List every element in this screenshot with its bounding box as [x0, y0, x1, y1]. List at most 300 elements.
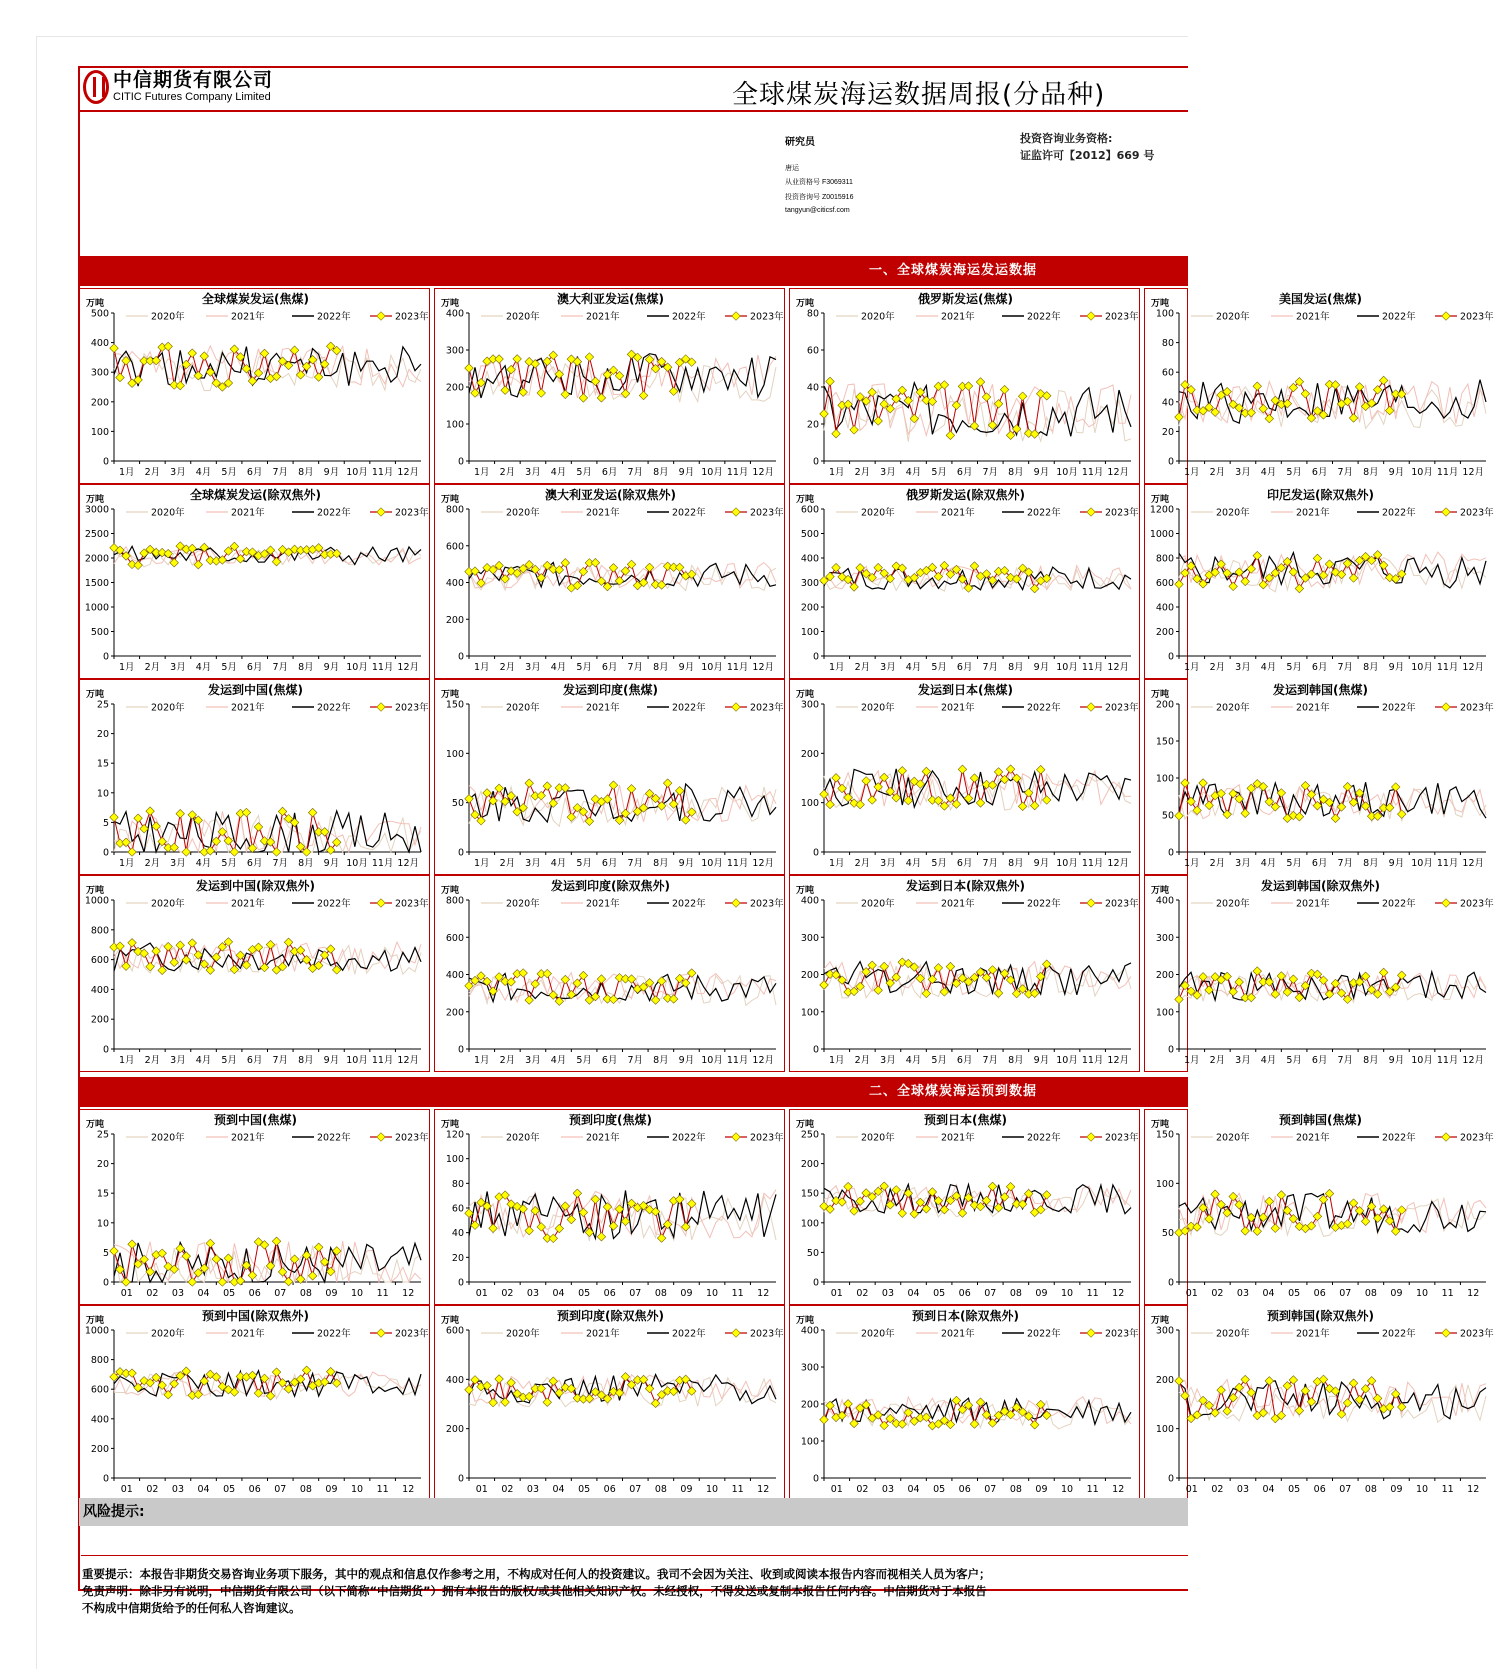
x-tick-label: 12 — [757, 1484, 770, 1495]
y-tick-label: 100 — [1155, 1178, 1174, 1190]
x-tick-label: 8月 — [298, 662, 314, 673]
legend-label: 2020年 — [861, 507, 895, 519]
y-tick-label: 3000 — [84, 504, 109, 516]
legend-label: 2023年 — [1460, 702, 1494, 714]
legend-label: 2022年 — [1382, 1132, 1416, 1144]
legend-label: 2022年 — [1382, 702, 1416, 714]
y-tick-label: 200 — [800, 602, 819, 614]
x-tick-label: 12 — [1112, 1484, 1125, 1495]
y-tick-label: 400 — [1155, 602, 1174, 614]
data-point-2023 — [525, 779, 533, 787]
x-tick-label: 06 — [958, 1484, 971, 1495]
x-tick-label: 11月 — [1081, 1055, 1104, 1066]
x-tick-label: 7月 — [982, 662, 999, 673]
x-tick-label: 7月 — [272, 662, 289, 673]
legend-label: 2021年 — [1296, 1328, 1330, 1340]
x-tick-label: 5月 — [931, 858, 947, 869]
chart-svg — [1145, 1110, 1496, 1306]
y-tick-label: 80 — [806, 308, 819, 320]
data-point-2023 — [1391, 1227, 1399, 1235]
y-tick-label: 400 — [90, 1414, 109, 1426]
x-tick-label: 11月 — [371, 1055, 394, 1066]
legend-label: 2021年 — [1296, 1132, 1330, 1144]
y-tick-label: 200 — [445, 614, 464, 626]
data-point-2023 — [1175, 580, 1183, 588]
x-tick-label: 12月 — [752, 858, 775, 869]
x-tick-label: 06 — [248, 1288, 261, 1299]
x-tick-label: 1月 — [119, 467, 135, 478]
legend-label: 2020年 — [151, 1328, 185, 1340]
y-tick-label: 0 — [457, 847, 464, 859]
x-tick-label: 04 — [1262, 1484, 1275, 1495]
y-tick-label: 300 — [800, 932, 819, 944]
x-tick-label: 10 — [350, 1288, 364, 1299]
data-point-2023 — [675, 563, 683, 571]
data-point-2023 — [898, 1420, 906, 1428]
data-point-2023 — [537, 389, 545, 397]
x-tick-label: 3月 — [1235, 467, 1251, 478]
researcher-name: 唐运 — [785, 165, 799, 172]
y-tick-label: 150 — [800, 1188, 819, 1200]
data-point-2023 — [1343, 1399, 1351, 1407]
x-tick-label: 2月 — [499, 858, 516, 869]
data-point-2023 — [862, 777, 870, 785]
data-point-2023 — [880, 773, 888, 781]
data-point-2023 — [537, 1223, 545, 1231]
data-point-2023 — [1241, 809, 1249, 817]
y-tick-label: 50 — [1161, 810, 1174, 822]
x-tick-label: 4月 — [1260, 858, 1277, 869]
data-point-2023 — [850, 1207, 858, 1215]
chart-svg — [790, 876, 1141, 1073]
x-tick-label: 6月 — [601, 1055, 618, 1066]
y-tick-label: 300 — [445, 345, 464, 357]
data-point-2023 — [868, 796, 876, 804]
y-tick-label: 100 — [1155, 308, 1174, 320]
chart-4 — [1144, 288, 1494, 484]
x-tick-label: 1月 — [474, 467, 490, 478]
x-tick-label: 3月 — [525, 858, 541, 869]
x-tick-label: 5月 — [931, 662, 947, 673]
data-point-2023 — [1373, 1394, 1381, 1402]
chart-svg — [1145, 680, 1496, 876]
x-tick-label: 02 — [856, 1484, 869, 1495]
legend-marker — [1087, 1329, 1095, 1337]
data-point-2023 — [1301, 390, 1309, 398]
data-point-2023 — [958, 765, 966, 773]
x-tick-label: 10月 — [346, 1055, 368, 1066]
x-tick-label: 1月 — [474, 858, 490, 869]
x-tick-label: 6月 — [1311, 1055, 1328, 1066]
x-tick-label: 03 — [1236, 1288, 1250, 1299]
legend-marker — [1442, 899, 1450, 907]
data-point-2023 — [308, 808, 316, 816]
chart-title: 发运到印度(除双焦外) — [551, 879, 670, 893]
x-tick-label: 04 — [552, 1484, 565, 1495]
data-point-2023 — [657, 581, 665, 589]
y-tick-label: 1000 — [84, 1325, 109, 1337]
y-tick-label: 0 — [102, 651, 109, 663]
x-tick-label: 11 — [376, 1484, 389, 1495]
data-point-2023 — [1277, 789, 1285, 797]
legend-label: 2020年 — [506, 311, 540, 323]
legend-label: 2022年 — [1027, 507, 1061, 519]
data-point-2023 — [326, 846, 334, 854]
x-tick-label: 07 — [984, 1288, 997, 1299]
x-tick-label: 9月 — [678, 1055, 695, 1066]
x-tick-label: 7月 — [1337, 662, 1354, 673]
data-point-2023 — [218, 1278, 226, 1286]
y-tick-label: 500 — [90, 627, 109, 638]
data-point-2023 — [531, 980, 539, 988]
data-point-2023 — [687, 969, 695, 977]
x-tick-label: 8月 — [1363, 1055, 1379, 1066]
x-tick-label: 6月 — [246, 1055, 263, 1066]
y-tick-label: 300 — [90, 367, 109, 379]
legend-label: 2023年 — [1460, 507, 1494, 519]
legend-label: 2022年 — [672, 702, 706, 714]
data-point-2023 — [922, 1413, 930, 1421]
legend-label: 2023年 — [395, 898, 429, 910]
x-tick-label: 5月 — [221, 1055, 237, 1066]
x-tick-label: 11月 — [371, 858, 394, 869]
x-tick-label: 11月 — [371, 662, 394, 673]
y-tick-label: 100 — [800, 1218, 819, 1230]
data-point-2023 — [898, 386, 906, 394]
data-point-2023 — [609, 995, 617, 1003]
x-tick-label: 10 — [1415, 1484, 1429, 1495]
x-tick-label: 03 — [171, 1288, 185, 1299]
chart-title: 全球煤炭发运(焦煤) — [202, 292, 309, 306]
legend-label: 2021年 — [586, 1328, 620, 1340]
data-point-2023 — [627, 785, 635, 793]
unit-label: 万吨 — [86, 690, 105, 700]
legend-label: 2021年 — [231, 1132, 265, 1144]
x-tick-label: 9月 — [323, 662, 340, 673]
x-tick-label: 4月 — [905, 467, 922, 478]
chart-svg — [1145, 1306, 1496, 1502]
x-tick-label: 6月 — [956, 1055, 973, 1066]
data-point-2023 — [1006, 765, 1014, 773]
legend-label: 2022年 — [317, 702, 351, 714]
y-tick-label: 60 — [806, 345, 819, 357]
citic-logo-icon — [83, 70, 109, 104]
data-point-2023 — [1361, 1217, 1369, 1225]
data-point-2023 — [501, 1398, 509, 1406]
data-point-2023 — [1030, 430, 1038, 438]
x-tick-label: 3月 — [525, 1055, 541, 1066]
x-tick-label: 12 — [757, 1288, 770, 1299]
legend-marker — [377, 508, 385, 516]
data-point-2023 — [1181, 779, 1189, 787]
data-point-2023 — [1223, 1407, 1231, 1415]
unit-label: 万吨 — [1151, 886, 1170, 896]
x-tick-label: 5月 — [576, 858, 592, 869]
y-tick-label: 0 — [812, 847, 819, 859]
x-tick-label: 7月 — [982, 858, 999, 869]
legend-label: 2022年 — [1027, 1132, 1061, 1144]
x-tick-label: 03 — [881, 1288, 895, 1299]
qualification-info — [1020, 130, 1154, 164]
legend-label: 2020年 — [506, 898, 540, 910]
unit-label: 万吨 — [86, 495, 105, 505]
y-tick-label: 400 — [445, 970, 464, 981]
data-point-2023 — [182, 848, 190, 856]
y-tick-label: 80 — [1161, 338, 1174, 350]
y-tick-label: 0 — [1167, 847, 1174, 859]
data-point-2023 — [976, 799, 984, 807]
x-tick-label: 6月 — [1311, 467, 1328, 478]
legend-label: 2021年 — [1296, 702, 1330, 714]
data-point-2023 — [308, 1272, 316, 1280]
data-point-2023 — [1313, 1212, 1321, 1220]
unit-label: 万吨 — [1151, 1120, 1170, 1130]
data-point-2023 — [1349, 1379, 1357, 1387]
researcher-invest-no: 投资咨询号 Z0015916 — [785, 194, 854, 201]
y-tick-label: 300 — [800, 578, 819, 589]
x-tick-label: 2月 — [144, 662, 161, 673]
y-tick-label: 60 — [451, 1203, 464, 1215]
y-tick-label: 20 — [96, 1159, 109, 1171]
data-point-2023 — [1199, 779, 1207, 787]
data-point-2023 — [272, 1237, 280, 1245]
x-tick-label: 01 — [475, 1484, 488, 1495]
data-point-2023 — [110, 344, 118, 352]
x-tick-label: 12月 — [1462, 662, 1485, 673]
data-point-2023 — [549, 1377, 557, 1385]
legend-label: 2021年 — [586, 507, 620, 519]
data-point-2023 — [994, 1203, 1002, 1211]
data-point-2023 — [1265, 1377, 1273, 1385]
legend-label: 2020年 — [1216, 311, 1250, 323]
legend-marker — [1087, 1133, 1095, 1141]
legend-label: 2022年 — [317, 898, 351, 910]
legend-label: 2020年 — [506, 702, 540, 714]
legend-label: 2021年 — [231, 898, 265, 910]
y-tick-label: 0 — [812, 1277, 819, 1289]
x-tick-label: 3月 — [1235, 1055, 1251, 1066]
data-point-2023 — [1379, 561, 1387, 569]
data-point-2023 — [1223, 810, 1231, 818]
data-point-2023 — [158, 966, 166, 974]
y-tick-label: 0 — [812, 651, 819, 663]
chart-title: 发运到韩国(焦煤) — [1273, 683, 1368, 697]
chart-svg — [790, 1110, 1141, 1306]
legend-marker — [732, 508, 740, 516]
legend-label: 2021年 — [586, 702, 620, 714]
data-point-2023 — [874, 417, 882, 425]
y-tick-label: 300 — [1155, 932, 1174, 944]
x-tick-label: 5月 — [576, 1055, 592, 1066]
legend-label: 2022年 — [317, 507, 351, 519]
x-tick-label: 7月 — [272, 858, 289, 869]
y-tick-label: 20 — [451, 1252, 464, 1264]
data-point-2023 — [1301, 781, 1309, 789]
legend-label: 2021年 — [231, 507, 265, 519]
x-tick-label: 6月 — [601, 858, 618, 869]
x-tick-label: 7月 — [627, 662, 644, 673]
data-point-2023 — [146, 807, 154, 815]
data-point-2023 — [116, 373, 124, 381]
unit-label: 万吨 — [86, 1316, 105, 1326]
data-point-2023 — [188, 544, 196, 552]
x-tick-label: 10 — [705, 1288, 719, 1299]
legend-label: 2023年 — [395, 507, 429, 519]
data-point-2023 — [874, 986, 882, 994]
data-point-2023 — [1036, 765, 1044, 773]
data-point-2023 — [970, 562, 978, 570]
data-point-2023 — [645, 355, 653, 363]
legend-marker — [377, 703, 385, 711]
y-tick-label: 200 — [90, 1014, 109, 1026]
x-tick-label: 05 — [1288, 1484, 1301, 1495]
data-point-2023 — [525, 996, 533, 1004]
x-tick-label: 2月 — [144, 858, 161, 869]
data-point-2023 — [1000, 385, 1008, 393]
data-point-2023 — [681, 1375, 689, 1383]
legend-label: 2022年 — [1027, 898, 1061, 910]
data-point-2023 — [964, 382, 972, 390]
chart-2 — [434, 288, 785, 484]
data-point-2023 — [483, 789, 491, 797]
x-tick-label: 4月 — [195, 662, 212, 673]
y-tick-label: 0 — [812, 1044, 819, 1056]
legend-label: 2020年 — [151, 311, 185, 323]
y-tick-label: 200 — [800, 1399, 819, 1411]
chart-5 — [79, 484, 430, 679]
legend-label: 2022年 — [1382, 507, 1416, 519]
data-point-2023 — [898, 767, 906, 775]
chart-svg — [80, 876, 431, 1073]
x-tick-label: 09 — [1390, 1288, 1403, 1299]
x-tick-label: 5月 — [576, 467, 592, 478]
x-tick-label: 12月 — [1462, 1055, 1485, 1066]
x-tick-label: 3月 — [170, 858, 186, 869]
y-tick-label: 10 — [96, 788, 109, 800]
x-tick-label: 12月 — [1107, 467, 1130, 478]
data-point-2023 — [1217, 1386, 1225, 1394]
data-point-2023 — [1259, 404, 1267, 412]
legend-label: 2023年 — [1105, 1328, 1139, 1340]
data-point-2023 — [1030, 1421, 1038, 1429]
data-point-2023 — [657, 977, 665, 985]
chart-svg — [1145, 289, 1496, 485]
data-point-2023 — [176, 941, 184, 949]
y-tick-label: 200 — [800, 970, 819, 981]
x-tick-label: 05 — [1288, 1288, 1301, 1299]
data-point-2023 — [850, 426, 858, 434]
legend-marker — [1442, 1329, 1450, 1337]
y-tick-label: 200 — [1155, 627, 1174, 638]
unit-label: 万吨 — [796, 690, 815, 700]
data-point-2023 — [314, 1243, 322, 1251]
legend-label: 2023年 — [395, 702, 429, 714]
y-tick-label: 600 — [1155, 578, 1174, 589]
unit-label: 万吨 — [86, 1120, 105, 1130]
x-tick-label: 1月 — [829, 467, 845, 478]
x-tick-label: 12 — [402, 1288, 415, 1299]
chart-title: 发运到日本(焦煤) — [918, 683, 1013, 697]
data-point-2023 — [1289, 975, 1297, 983]
data-point-2023 — [940, 561, 948, 569]
x-tick-label: 8月 — [653, 662, 669, 673]
data-point-2023 — [1373, 386, 1381, 394]
data-point-2023 — [850, 1419, 858, 1427]
x-tick-label: 7月 — [272, 467, 289, 478]
y-tick-label: 50 — [1161, 1228, 1174, 1240]
data-point-2023 — [591, 558, 599, 566]
header-divider — [78, 110, 1188, 112]
data-point-2023 — [543, 782, 551, 790]
unit-label: 万吨 — [796, 495, 815, 505]
chart-18 — [434, 1109, 785, 1305]
data-point-2023 — [946, 431, 954, 439]
chart-svg — [1145, 876, 1496, 1073]
chart-17 — [79, 1109, 430, 1305]
x-tick-label: 11月 — [1081, 467, 1104, 478]
data-point-2023 — [597, 1232, 605, 1240]
legend-label: 2023年 — [750, 507, 784, 519]
x-tick-label: 11月 — [1081, 662, 1104, 673]
x-tick-label: 12月 — [752, 1055, 775, 1066]
y-tick-label: 600 — [90, 1384, 109, 1396]
data-point-2023 — [110, 1247, 118, 1255]
legend-label: 2021年 — [231, 702, 265, 714]
y-tick-label: 0 — [457, 1277, 464, 1289]
data-point-2023 — [994, 989, 1002, 997]
x-tick-label: 11月 — [1081, 858, 1104, 869]
legend-label: 2022年 — [317, 311, 351, 323]
y-tick-label: 40 — [1161, 397, 1174, 409]
y-tick-label: 60 — [1161, 367, 1174, 379]
x-tick-label: 10月 — [1411, 858, 1433, 869]
legend-label: 2021年 — [941, 507, 975, 519]
x-tick-label: 2月 — [144, 467, 161, 478]
y-tick-label: 100 — [800, 1436, 819, 1448]
chart-title: 预到韩国(焦煤) — [1279, 1113, 1362, 1127]
legend-marker — [377, 312, 385, 320]
x-tick-label: 06 — [603, 1288, 616, 1299]
risk-title: 风险提示: — [83, 1504, 145, 1520]
legend-label: 2020年 — [861, 1132, 895, 1144]
y-tick-label: 1000 — [84, 895, 109, 907]
data-point-2023 — [651, 996, 659, 1004]
y-tick-label: 2500 — [84, 529, 109, 540]
data-point-2023 — [892, 1186, 900, 1194]
y-tick-label: 1200 — [1149, 504, 1174, 516]
data-point-2023 — [1042, 796, 1050, 804]
y-tick-label: 400 — [800, 895, 819, 907]
x-tick-label: 10月 — [1056, 662, 1078, 673]
risk-divider-line — [81, 1555, 1188, 1556]
chart-3 — [789, 288, 1140, 484]
researcher-email[interactable]: tangyun@citicsf.com — [785, 207, 850, 214]
x-tick-label: 5月 — [221, 467, 237, 478]
data-point-2023 — [489, 1224, 497, 1232]
x-tick-label: 05 — [223, 1484, 236, 1495]
legend-label: 2020年 — [506, 1328, 540, 1340]
x-tick-label: 01 — [830, 1484, 843, 1495]
x-tick-label: 8月 — [298, 858, 314, 869]
x-tick-label: 11 — [731, 1288, 744, 1299]
legend-label: 2020年 — [506, 507, 540, 519]
data-point-2023 — [543, 969, 551, 977]
x-tick-label: 8月 — [1008, 1055, 1024, 1066]
x-tick-label: 09 — [680, 1288, 693, 1299]
y-tick-label: 5 — [102, 1247, 109, 1259]
qualification-line-2: 证监许可【2012】669 号 — [1020, 149, 1155, 162]
x-tick-label: 08 — [1009, 1484, 1022, 1495]
